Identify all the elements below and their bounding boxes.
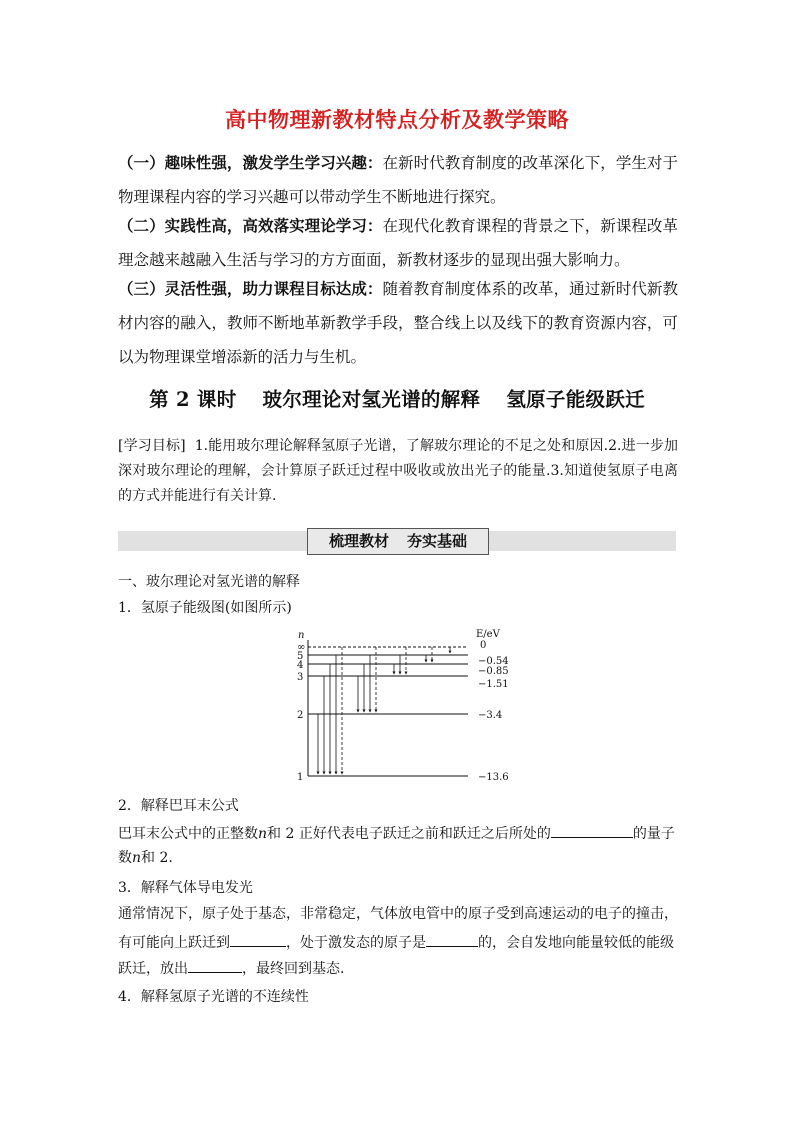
- feature-1: [118, 146, 678, 214]
- item-1: 1．氢原子能级图(如图所示): [118, 600, 292, 616]
- goal-text: 1.能用玻尔理论解释氢原子光谱，了解玻尔理论的不足之处和原因.2.进一步加深对玻尔理论的理解，会计算原子跃迁过程中吸收或放出光子的能量.3.知道使氢原子电离的方式并能进行有关计算.: [118, 438, 678, 504]
- feature-1-heading: （一）趣味性强，激发学生学习兴趣：: [118, 153, 383, 172]
- blank-4[interactable]: [188, 957, 242, 973]
- item-2-text-c: 的量子: [632, 826, 675, 842]
- item-3-line-2: [118, 931, 678, 953]
- item-2-text-b: 和 2 正好代表电子跃迁之前和跃迁之后所处的: [267, 826, 551, 842]
- level-inf-n: ∞: [297, 642, 306, 653]
- item-2-text-a: 巴耳末公式中的正整数: [118, 826, 258, 842]
- lesson-subtopic: 氢原子能级跃迁: [506, 388, 645, 411]
- item-3: 3．解释气体导电发光: [118, 880, 253, 896]
- lesson-title: [0, 384, 794, 412]
- level-1-n: 1: [297, 772, 304, 783]
- level-inf-e: 0: [480, 640, 487, 651]
- lesson-number: 第 2 课时: [149, 388, 237, 411]
- feature-2-heading: （二）实践性高，高效落实理论学习：: [118, 216, 383, 235]
- item-2: 2．解释巴耳末公式: [118, 798, 239, 814]
- blank-1[interactable]: [551, 822, 633, 838]
- blank-2[interactable]: [230, 931, 286, 947]
- item-2-line2-var-n: n: [132, 850, 142, 866]
- item-3-text-a: 有可能向上跃迁到: [118, 935, 230, 951]
- level-2-e: −3.4: [478, 710, 503, 721]
- energy-level-diagram: [280, 620, 520, 788]
- section-banner: [307, 528, 489, 555]
- feature-2: [118, 209, 678, 277]
- item-2-line2-text-a: 数: [118, 850, 132, 866]
- item-2-line2-text-b: 和 2.: [141, 850, 173, 866]
- item-3-line3-text-a: 跃迁，放出: [118, 961, 188, 977]
- item-3-text-b: ，处于激发态的原子是: [286, 935, 426, 951]
- item-2-line-2: [118, 848, 678, 868]
- level-4-n: 4: [297, 660, 304, 671]
- goal-label: [学习目标]: [118, 438, 186, 454]
- level-3-e: −1.51: [478, 679, 509, 690]
- blank-3[interactable]: [426, 931, 478, 947]
- page-title: 高中物理新教材特点分析及教学策略: [225, 108, 569, 132]
- axis-n-label: n: [298, 630, 305, 641]
- feature-2-text: 在现代化教育课程的背景之下，新课程改革理念越来越融入生活与学习的方方面面，新教材逐步的显现出强大影响力。: [118, 217, 678, 269]
- feature-3-heading: （三）灵活性强，助力课程目标达成：: [118, 279, 383, 298]
- banner-right: 夯实基础: [407, 532, 468, 550]
- level-2-n: 2: [297, 710, 304, 721]
- feature-1-text: 在新时代教育制度的改革深化下，学生对于物理课程内容的学习兴趣可以带动学生不断地进行探究。: [118, 154, 678, 206]
- item-2-line-1: [118, 822, 678, 844]
- section-heading: 一、玻尔理论对氢光谱的解释: [118, 574, 300, 590]
- item-4: 4．解释氢原子光谱的不连续性: [118, 989, 309, 1005]
- level-5-n: 5: [297, 651, 304, 662]
- learning-goals: [118, 434, 678, 509]
- item-2-var-n: n: [258, 826, 268, 842]
- feature-3: [118, 272, 678, 374]
- level-3-n: 3: [297, 672, 304, 683]
- level-5-e: −0.54: [478, 656, 509, 667]
- item-3-line3-text-b: ，最终回到基态.: [242, 961, 345, 977]
- feature-3-text: 随着教育制度体系的改革，通过新时代新教材内容的融入，教师不断地革新教学手段，整合线上以及线下的教育资源内容，可以为物理课堂增添新的活力与生机。: [118, 280, 678, 366]
- level-1-e: −13.6: [478, 772, 509, 783]
- level-4-e: −0.85: [478, 666, 509, 677]
- item-3-line-1: 通常情况下，原子处于基态，非常稳定，气体放电管中的原子受到高速运动的电子的撞击，: [118, 906, 678, 922]
- item-3-line-3: [118, 957, 678, 979]
- lesson-topic: 玻尔理论对氢光谱的解释: [262, 388, 481, 411]
- item-3-text-c: 的，会自发地向能量较低的能级: [478, 935, 674, 951]
- banner-left: 梳理教材: [328, 532, 389, 550]
- axis-e-label: E/eV: [476, 629, 500, 640]
